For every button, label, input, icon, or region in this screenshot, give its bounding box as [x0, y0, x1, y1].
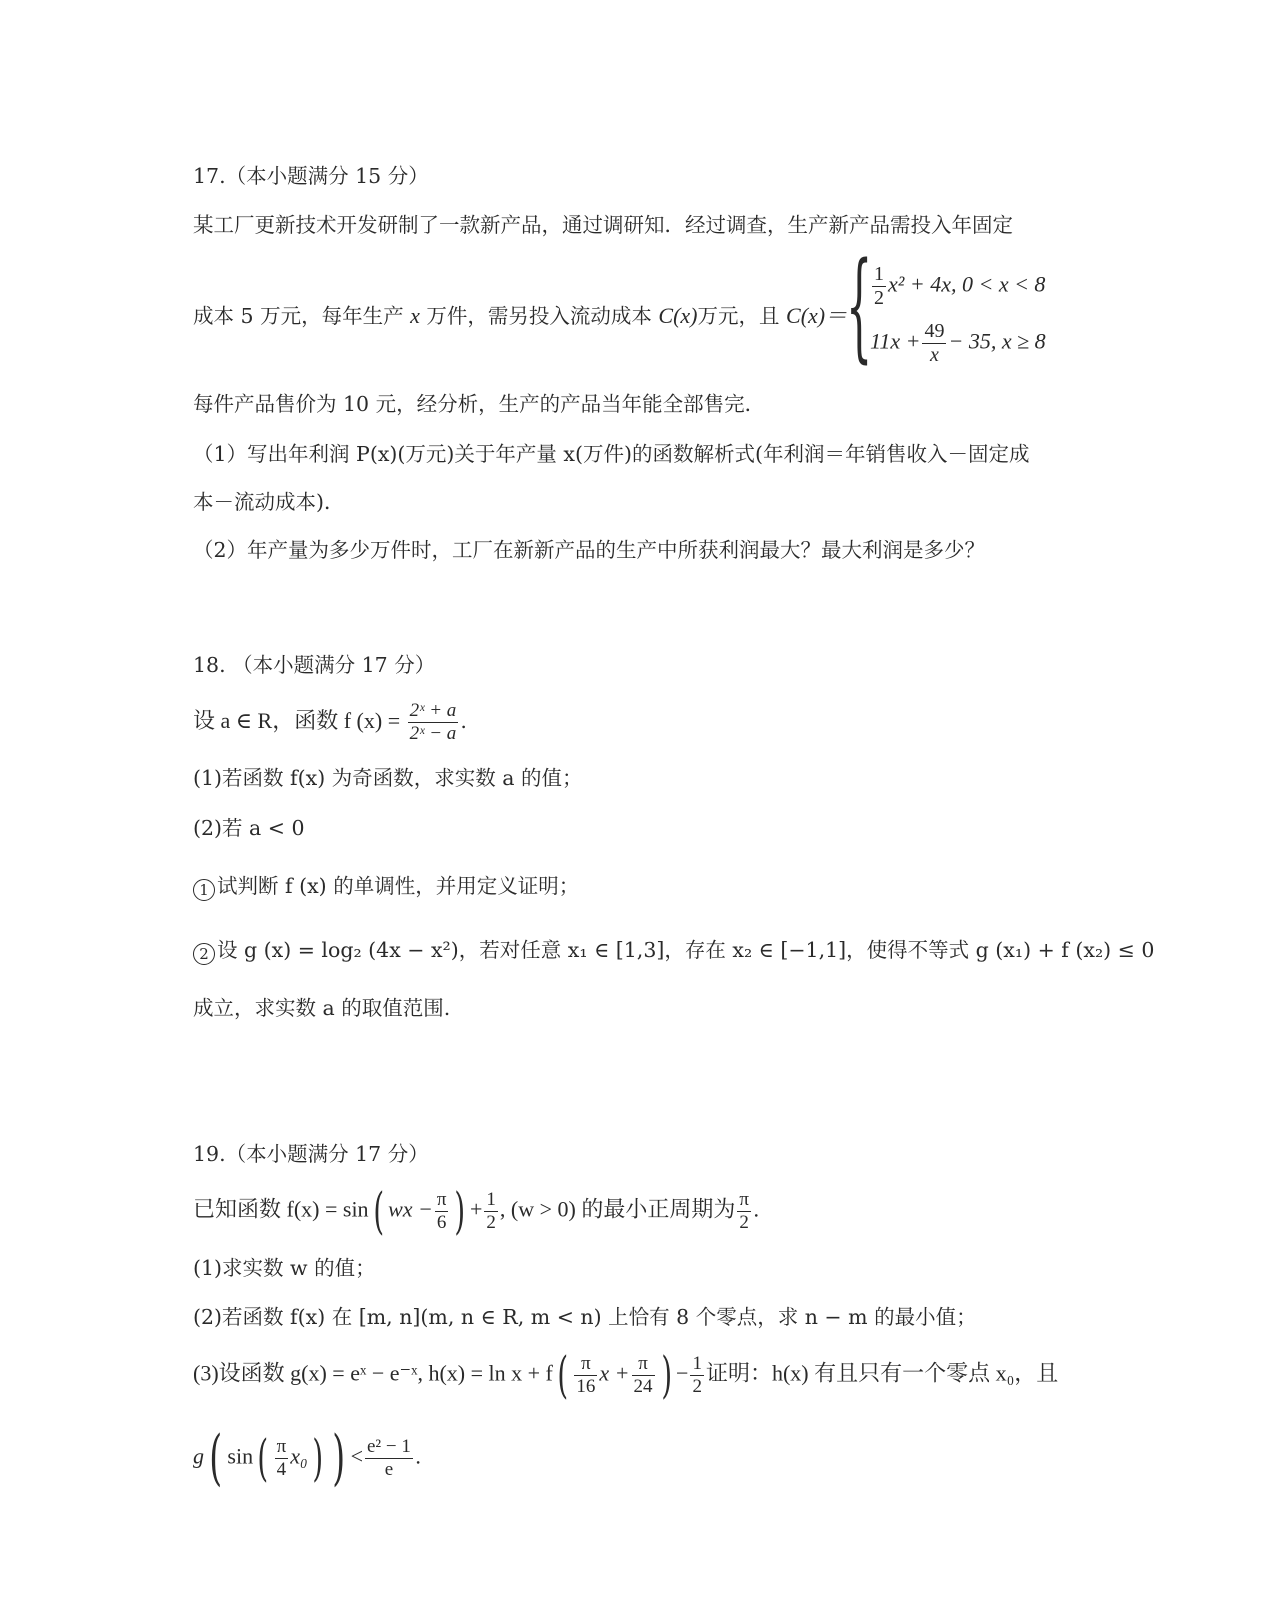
right-paren-outer: ): [332, 1423, 346, 1493]
q18-text-line-2: (1)若函数 f(x) 为奇函数，求实数 a 的值；: [193, 766, 583, 790]
pi-over-4: $\frac{\pi}{4}$: [276, 1435, 287, 1480]
pi-over-2: $\frac{\pi}{2}$: [739, 1188, 749, 1233]
circled-2: 2: [193, 943, 215, 965]
case2-fraction: $\frac{49}{x}$: [924, 320, 945, 366]
q18-title: 18. （本小题满分 17 分）: [193, 653, 436, 677]
e-fraction: $\frac{\text{e² − 1}}{e}$: [367, 1435, 411, 1480]
pi-over-24: $\frac{\pi}{24}$: [633, 1352, 653, 1397]
q19-text-line-4: (3)设函数 g(x) = eˣ − e⁻ˣ, h(x) = ln x + f( $\frac{\pi}{16}$ x + $\frac{\pi}{24}$ ) − $\frac{1}{2}$ 证明：h(x) 有且只有一个零点 x₀，且: [193, 1346, 1059, 1404]
right-paren-inner: ): [312, 1429, 323, 1487]
q17-text-line-6: （2）年产量为多少万件时，工厂在新新产品的生产中所获利润最大？最大利润是多少？: [193, 538, 986, 562]
piecewise-brace: {: [846, 236, 873, 374]
q18-text-line-3: (2)若 a < 0: [193, 816, 305, 840]
q17-text-line-4: （1）写出年利润 P(x)(万元)关于年产量 x(万件)的函数解析式(年利润＝年销售收入－固定成: [193, 442, 1030, 466]
q19-text-line-3: (2)若函数 f(x) 在 [m, n](m, n ∈ R, m < n) 上恰有 8 个零点，求 n − m 的最小值；: [193, 1305, 977, 1329]
right-paren: ): [660, 1346, 672, 1404]
q17-text-line-3: 每件产品售价为 10 元，经分析，生产的产品当年能全部售完．: [193, 392, 766, 416]
q18-text-line-4: 1 试判断 f (x) 的单调性，并用定义证明；: [193, 876, 579, 901]
q17-text-line-1: 某工厂更新技术开发研制了一款新产品，通过调研知．经过调查，生产新产品需投入年固定: [193, 213, 1013, 237]
left-paren: (: [372, 1182, 384, 1240]
q18-text-line-5: 2 设 g (x) = log₂ (4x − x²)，若对任意 x₁ ∈ [1,3]，存在 x₂ ∈ [−1,1]，使得不等式 g (x₁) + f (x₂) ≤ 0: [193, 940, 1154, 965]
circled-1: 1: [193, 879, 215, 901]
right-paren: ): [454, 1182, 466, 1240]
q18-text-line-1: 设 a ∈ R，函数 f (x) = $\frac{\text{2ˣ + a}}{\text{2ˣ − a}}$ .: [193, 700, 467, 744]
q17-text-line-5: 本－流动成本)．: [193, 490, 345, 514]
pi-over-16: $\frac{\pi}{16}$: [576, 1352, 596, 1397]
pi-over-6: $\frac{\pi}{6}$: [436, 1188, 447, 1233]
one-half: $\frac{1}{2}$: [486, 1188, 496, 1233]
q19-text-line-1: 已知函数 f(x) = sin( wx − $\frac{\pi}{6}$ ) + $\frac{1}{2}$ , (w > 0) 的最小正周期为 $\frac{\pi}{2}$ .: [193, 1182, 760, 1240]
q17-title: 17.（本小题满分 15 分）: [193, 164, 429, 188]
q17-case-1: $\frac{1}{2}$ x² + 4x, 0 < x < 8: [874, 263, 1046, 309]
q19-title: 19.（本小题满分 17 分）: [193, 1142, 429, 1166]
q18-text-line-6: 成立，求实数 a 的取值范围.: [193, 996, 451, 1020]
q17-case-2: 11x + $\frac{49}{x}$ − 35, x ≥ 8: [870, 320, 1046, 366]
case1-fraction: $\frac{1}{2}$: [874, 263, 884, 309]
q19-text-line-2: (1)求实数 w 的值；: [193, 1256, 376, 1280]
left-paren-outer: (: [209, 1423, 223, 1493]
one-half-b: $\frac{1}{2}$: [692, 1352, 702, 1397]
left-paren-inner: (: [257, 1429, 269, 1487]
left-paren: (: [557, 1346, 569, 1404]
q17-text-line-2: 成本 5 万元，每年生产 x 万件，需另投入流动成本 C(x)万元，且 C(x)＝: [193, 303, 848, 328]
q18-fraction: $\frac{\text{2ˣ + a}}{\text{2ˣ − a}}$: [409, 700, 457, 744]
q19-text-line-5: g( sin( $\frac{\pi}{4}$ x₀) ) < $\frac{\text{e² − 1}}{e}$ .: [193, 1423, 422, 1493]
